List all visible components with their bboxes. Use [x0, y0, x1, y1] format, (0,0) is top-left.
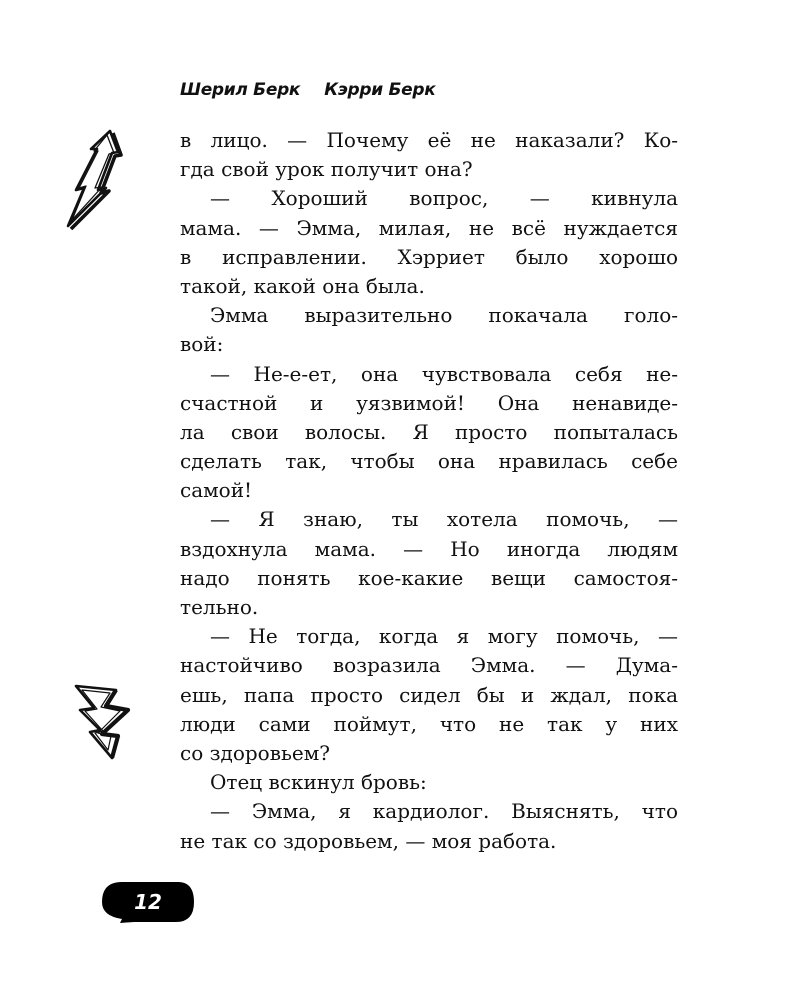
text-line: — Я знаю, ты хотела помочь, — [210, 507, 678, 532]
text-line: со здоровьем? [180, 740, 330, 765]
text-line: в исправлении. Хэрриет было хорошо [180, 244, 678, 269]
text-line: гда свой урок получит она? [180, 157, 473, 182]
text-line: — Хороший вопрос, — кивнула [210, 186, 678, 211]
page-number: 12 [134, 890, 162, 914]
text-line: сделать так, чтобы она нравилась себе [180, 449, 678, 474]
lightning-bolt-icon [72, 680, 132, 762]
author-name-1: Шерил Берк [180, 80, 301, 100]
text-line: люди сами поймут, что не так у них [180, 711, 678, 736]
text-line: мама. — Эмма, милая, не всё нуждается [180, 215, 678, 240]
text-line: самой! [180, 478, 253, 503]
text-line: не так со здоровьем, — моя работа. [180, 828, 557, 853]
text-line: вой: [180, 332, 224, 357]
text-line: надо понять кое-какие вещи самостоя- [180, 565, 678, 590]
page-number-badge [100, 880, 196, 924]
text-line: ла свои волосы. Я просто попыталась [180, 419, 678, 444]
running-header [180, 80, 436, 100]
body-text [180, 126, 678, 856]
text-line: в лицо. — Почему её не наказали? Ко- [180, 128, 678, 152]
text-line: Эмма выразительно покачала голо- [210, 303, 678, 328]
text-line: вздохнула мама. — Но иногда людям [180, 536, 678, 561]
text-line: — Эмма, я кардиолог. Выяснять, что [210, 799, 678, 824]
text-line: Отец вскинул бровь: [210, 770, 427, 795]
lightning-bolt-arrow-icon [52, 128, 126, 230]
text-line: ешь, папа просто сидел бы и ждал, пока [180, 682, 678, 707]
author-name-2: Кэрри Берк [324, 80, 436, 100]
text-line: тельно. [180, 595, 259, 619]
text-line: — Не тогда, когда я могу помочь, — [210, 624, 678, 649]
text-line: — Не-е-ет, она чувствовала себя не- [210, 361, 678, 386]
text-line: такой, какой она была. [180, 273, 425, 298]
text-line: счастной и уязвимой! Она ненавиде- [180, 390, 678, 415]
text-line: настойчиво возразила Эмма. — Дума- [180, 653, 678, 678]
